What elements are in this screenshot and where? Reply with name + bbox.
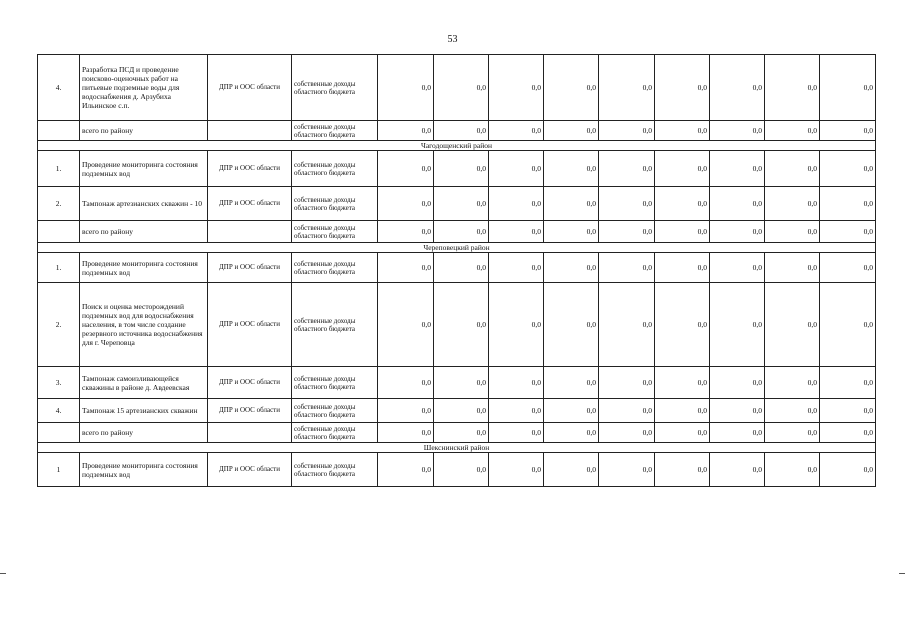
executor xyxy=(208,423,292,443)
district-title: Чагодощенский район xyxy=(38,141,876,151)
value-cell: 0,0 xyxy=(544,423,599,443)
executor xyxy=(208,121,292,141)
activity-name: всего по району xyxy=(80,423,208,443)
value-cell: 0,0 xyxy=(489,187,544,221)
district-header-row xyxy=(38,141,876,151)
value-cell: 0,0 xyxy=(544,187,599,221)
value-cell: 0,0 xyxy=(434,423,489,443)
district-header-row xyxy=(38,443,876,453)
value-cell: 0,0 xyxy=(489,399,544,423)
value-cell: 0,0 xyxy=(710,55,765,121)
value-cell: 0,0 xyxy=(710,187,765,221)
district-title: Череповецкий район xyxy=(38,243,876,253)
executor: ДПР и ООС области xyxy=(208,283,292,367)
value-cell: 0,0 xyxy=(434,399,489,423)
value-cell: 0,0 xyxy=(820,453,876,487)
value-cell: 0,0 xyxy=(378,453,434,487)
value-cell: 0,0 xyxy=(655,221,710,243)
funding-source: собственные доходы областного бюджета xyxy=(292,55,378,121)
table-row xyxy=(38,55,876,121)
left-crop-mark xyxy=(0,573,6,574)
activity-name: Проведение мониторинга состояния подземных вод xyxy=(80,453,208,487)
value-cell: 0,0 xyxy=(544,399,599,423)
value-cell: 0,0 xyxy=(434,253,489,283)
funding-source: собственные доходы областного бюджета xyxy=(292,453,378,487)
value-cell: 0,0 xyxy=(544,283,599,367)
value-cell: 0,0 xyxy=(655,55,710,121)
value-cell: 0,0 xyxy=(489,367,544,399)
page-number: 53 xyxy=(447,34,458,45)
row-number: 1 xyxy=(38,453,80,487)
table-row xyxy=(38,399,876,423)
value-cell: 0,0 xyxy=(655,151,710,187)
value-cell: 0,0 xyxy=(599,121,655,141)
value-cell: 0,0 xyxy=(378,253,434,283)
row-number: 4. xyxy=(38,55,80,121)
row-number: 2. xyxy=(38,187,80,221)
funding-source: собственные доходы областного бюджета xyxy=(292,423,378,443)
value-cell: 0,0 xyxy=(434,121,489,141)
value-cell: 0,0 xyxy=(599,423,655,443)
row-number xyxy=(38,121,80,141)
value-cell: 0,0 xyxy=(765,423,820,443)
activity-name: Проведение мониторинга состояния подземных вод xyxy=(80,151,208,187)
value-cell: 0,0 xyxy=(434,453,489,487)
value-cell: 0,0 xyxy=(434,367,489,399)
value-cell: 0,0 xyxy=(655,187,710,221)
value-cell: 0,0 xyxy=(765,283,820,367)
funding-source: собственные доходы областного бюджета xyxy=(292,151,378,187)
value-cell: 0,0 xyxy=(655,253,710,283)
value-cell: 0,0 xyxy=(599,283,655,367)
row-number: 2. xyxy=(38,283,80,367)
value-cell: 0,0 xyxy=(820,55,876,121)
value-cell: 0,0 xyxy=(710,221,765,243)
value-cell: 0,0 xyxy=(765,453,820,487)
value-cell: 0,0 xyxy=(544,367,599,399)
value-cell: 0,0 xyxy=(710,283,765,367)
table-body xyxy=(38,55,876,487)
value-cell: 0,0 xyxy=(489,253,544,283)
executor xyxy=(208,221,292,243)
value-cell: 0,0 xyxy=(544,221,599,243)
row-number xyxy=(38,423,80,443)
value-cell: 0,0 xyxy=(655,283,710,367)
row-number: 4. xyxy=(38,399,80,423)
table-row xyxy=(38,187,876,221)
value-cell: 0,0 xyxy=(544,453,599,487)
district-total-row xyxy=(38,121,876,141)
executor: ДПР и ООС области xyxy=(208,55,292,121)
value-cell: 0,0 xyxy=(544,55,599,121)
district-title: Шекснинский район xyxy=(38,443,876,453)
value-cell: 0,0 xyxy=(710,453,765,487)
value-cell: 0,0 xyxy=(378,423,434,443)
value-cell: 0,0 xyxy=(434,221,489,243)
value-cell: 0,0 xyxy=(434,187,489,221)
activity-name: Тампонаж 15 артезианских скважин xyxy=(80,399,208,423)
value-cell: 0,0 xyxy=(820,253,876,283)
value-cell: 0,0 xyxy=(378,121,434,141)
value-cell: 0,0 xyxy=(489,121,544,141)
activity-name: всего по району xyxy=(80,121,208,141)
row-number: 3. xyxy=(38,367,80,399)
activity-name: Тампонаж артезианских скважин - 10 xyxy=(80,187,208,221)
value-cell: 0,0 xyxy=(765,187,820,221)
activity-name: всего по району xyxy=(80,221,208,243)
value-cell: 0,0 xyxy=(765,121,820,141)
table-row xyxy=(38,453,876,487)
value-cell: 0,0 xyxy=(489,55,544,121)
table-row xyxy=(38,253,876,283)
value-cell: 0,0 xyxy=(378,367,434,399)
value-cell: 0,0 xyxy=(820,367,876,399)
value-cell: 0,0 xyxy=(710,121,765,141)
value-cell: 0,0 xyxy=(378,55,434,121)
value-cell: 0,0 xyxy=(820,283,876,367)
value-cell: 0,0 xyxy=(599,151,655,187)
value-cell: 0,0 xyxy=(544,121,599,141)
value-cell: 0,0 xyxy=(710,367,765,399)
right-crop-mark xyxy=(899,573,905,574)
value-cell: 0,0 xyxy=(765,151,820,187)
value-cell: 0,0 xyxy=(378,283,434,367)
row-number: 1. xyxy=(38,253,80,283)
value-cell: 0,0 xyxy=(655,399,710,423)
table-row xyxy=(38,151,876,187)
executor: ДПР и ООС области xyxy=(208,399,292,423)
table-row xyxy=(38,367,876,399)
funding-source: собственные доходы областного бюджета xyxy=(292,187,378,221)
executor: ДПР и ООС области xyxy=(208,187,292,221)
district-total-row xyxy=(38,221,876,243)
value-cell: 0,0 xyxy=(655,121,710,141)
funding-source: собственные доходы областного бюджета xyxy=(292,253,378,283)
value-cell: 0,0 xyxy=(378,221,434,243)
value-cell: 0,0 xyxy=(710,423,765,443)
funding-source: собственные доходы областного бюджета xyxy=(292,221,378,243)
activity-name: Тампонаж самоизливающейся скважины в районе д. Авдеевская xyxy=(80,367,208,399)
value-cell: 0,0 xyxy=(710,399,765,423)
value-cell: 0,0 xyxy=(434,55,489,121)
value-cell: 0,0 xyxy=(820,399,876,423)
value-cell: 0,0 xyxy=(655,423,710,443)
value-cell: 0,0 xyxy=(599,367,655,399)
district-header-row xyxy=(38,243,876,253)
value-cell: 0,0 xyxy=(489,453,544,487)
budget-table xyxy=(37,54,876,487)
value-cell: 0,0 xyxy=(544,253,599,283)
value-cell: 0,0 xyxy=(710,253,765,283)
value-cell: 0,0 xyxy=(599,221,655,243)
value-cell: 0,0 xyxy=(599,253,655,283)
value-cell: 0,0 xyxy=(765,399,820,423)
value-cell: 0,0 xyxy=(489,423,544,443)
value-cell: 0,0 xyxy=(378,187,434,221)
value-cell: 0,0 xyxy=(599,187,655,221)
executor: ДПР и ООС области xyxy=(208,453,292,487)
value-cell: 0,0 xyxy=(820,121,876,141)
value-cell: 0,0 xyxy=(820,187,876,221)
value-cell: 0,0 xyxy=(489,221,544,243)
activity-name: Поиск и оценка месторождений подземных вод для водоснабжения населения, в том числе создание резервного источника водоснабжения для г. Череповца xyxy=(80,283,208,367)
executor: ДПР и ООС области xyxy=(208,151,292,187)
value-cell: 0,0 xyxy=(765,367,820,399)
row-number: 1. xyxy=(38,151,80,187)
value-cell: 0,0 xyxy=(820,423,876,443)
value-cell: 0,0 xyxy=(489,283,544,367)
funding-source: собственные доходы областного бюджета xyxy=(292,283,378,367)
funding-source: собственные доходы областного бюджета xyxy=(292,121,378,141)
value-cell: 0,0 xyxy=(599,399,655,423)
value-cell: 0,0 xyxy=(765,253,820,283)
funding-source: собственные доходы областного бюджета xyxy=(292,399,378,423)
value-cell: 0,0 xyxy=(655,367,710,399)
value-cell: 0,0 xyxy=(765,55,820,121)
value-cell: 0,0 xyxy=(434,151,489,187)
value-cell: 0,0 xyxy=(599,453,655,487)
value-cell: 0,0 xyxy=(655,453,710,487)
value-cell: 0,0 xyxy=(710,151,765,187)
value-cell: 0,0 xyxy=(378,399,434,423)
district-total-row xyxy=(38,423,876,443)
funding-source: собственные доходы областного бюджета xyxy=(292,367,378,399)
row-number xyxy=(38,221,80,243)
value-cell: 0,0 xyxy=(599,55,655,121)
activity-name: Разработка ПСД и проведение поисково-оценочных работ на питьевые подземные воды для водоснабжения д. Арзубиха Ильинское с.п. xyxy=(80,55,208,121)
executor: ДПР и ООС области xyxy=(208,367,292,399)
value-cell: 0,0 xyxy=(820,151,876,187)
activity-name: Проведение мониторинга состояния подземных вод xyxy=(80,253,208,283)
value-cell: 0,0 xyxy=(489,151,544,187)
table-row xyxy=(38,283,876,367)
value-cell: 0,0 xyxy=(765,221,820,243)
value-cell: 0,0 xyxy=(544,151,599,187)
executor: ДПР и ООС области xyxy=(208,253,292,283)
value-cell: 0,0 xyxy=(434,283,489,367)
value-cell: 0,0 xyxy=(378,151,434,187)
value-cell: 0,0 xyxy=(820,221,876,243)
